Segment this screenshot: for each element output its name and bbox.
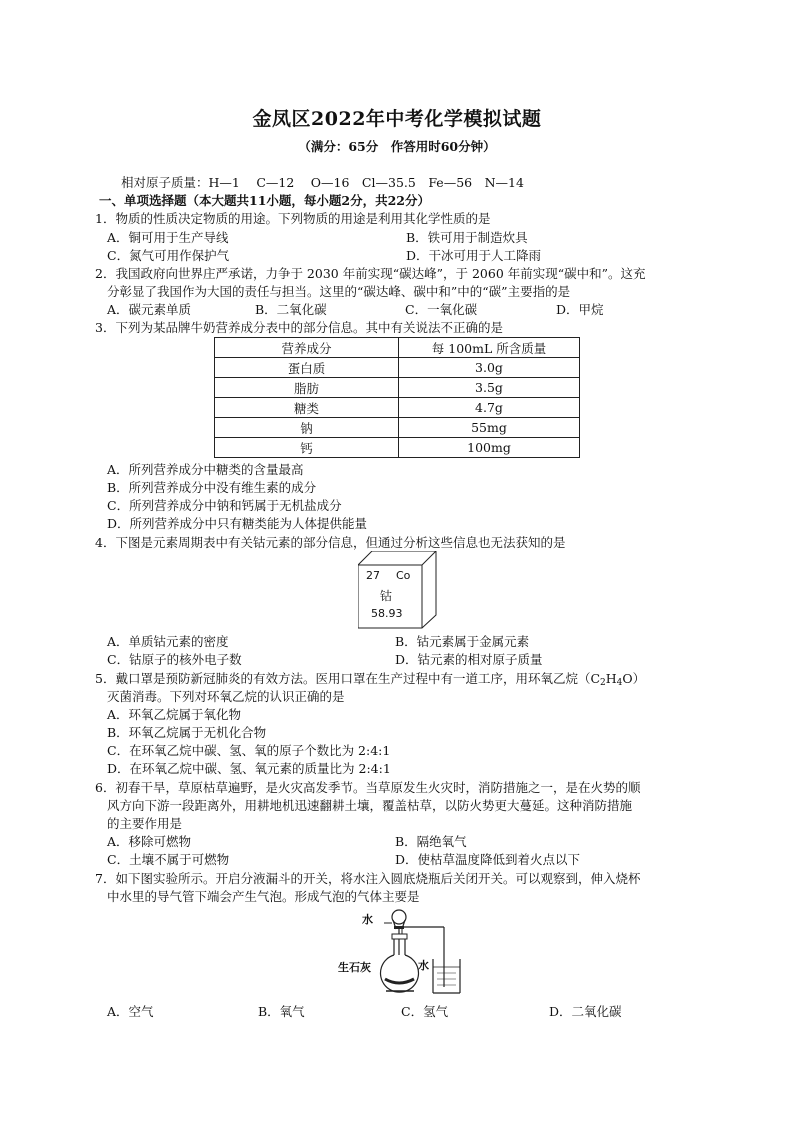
q6-stem-3: 的主要作用是	[107, 816, 183, 831]
table-row	[215, 398, 580, 418]
q6-option-b: B．隔绝氧气	[395, 834, 467, 849]
apparatus-drawing	[338, 907, 474, 999]
table-cell: 55mg	[399, 418, 580, 438]
q6-option-d: D．使枯草温度降低到着火点以下	[395, 852, 581, 867]
q6-option-c: C．土壤不属于可燃物	[107, 852, 230, 867]
q1-stem: 1．物质的性质决定物质的用途。下列物质的用途是利用其化学性质的是	[95, 211, 491, 226]
label-water-funnel: 水	[362, 913, 373, 926]
formula-subscript: 4	[616, 678, 623, 688]
table-header-cell: 营养成分	[215, 338, 399, 358]
q7-option-d: D．二氧化碳	[549, 1004, 622, 1019]
periodic-cell	[358, 551, 438, 629]
table-cell: 3.0g	[399, 358, 580, 378]
q5-stem-2: 灭菌消毒。下列对环氧乙烷的认识正确的是	[107, 689, 345, 704]
q2-option-d: D．甲烷	[556, 302, 604, 317]
q6-option-a: A．移除可燃物	[107, 834, 192, 849]
table-row	[215, 418, 580, 438]
q6-stem-2: 风方向下游一段距离外，用耕地机迅速翻耕土壤，覆盖枯草，以防火势更大蔓延。这种消防措施	[107, 798, 633, 813]
table-cell: 蛋白质	[215, 358, 399, 378]
atomic-number: 27	[366, 569, 380, 582]
table-cell: 钙	[215, 438, 399, 458]
q3-option-a: A．所列营养成分中糖类的含量最高	[107, 462, 304, 477]
atomic-masses: 相对原子质量：H—1 C—12 O—16 Cl—35.5 Fe—56 N—14	[121, 175, 524, 190]
q3-stem: 3．下列为某品牌牛奶营养成分表中的部分信息。其中有关说法不正确的是	[95, 320, 503, 335]
q7-stem-2: 中水里的导气管下端会产生气泡。形成气泡的气体主要是	[107, 889, 420, 904]
q5-option-a: A．环氧乙烷属于氧化物	[107, 707, 242, 722]
label-quicklime: 生石灰	[338, 961, 371, 974]
q4-option-c: C．钴原子的核外电子数	[107, 652, 242, 667]
q2-stem-2: 分彰显了我国作为大国的责任与担当。这里的“碳达峰、碳中和”中的“碳”主要指的是	[107, 284, 571, 299]
q7-option-a: A．空气	[107, 1004, 154, 1019]
table-cell: 100mg	[399, 438, 580, 458]
q7-option-c: C．氢气	[401, 1004, 449, 1019]
q1-option-d: D．干冰可用于人工降雨	[406, 248, 542, 263]
exam-subtitle: （满分：65分 作答用时60分钟）	[298, 139, 496, 154]
label-water-beaker: 水	[418, 959, 429, 972]
q3-option-c: C．所列营养成分中钠和钙属于无机盐成分	[107, 498, 342, 513]
q2-stem-1: 2．我国政府向世界庄严承诺，力争于 2030 年前实现“碳达峰”，于 2060 年前实现“碳中和”。这充	[95, 266, 646, 281]
q5-stem-text: 5．戴口罩是预防新冠肺炎的有效方法。医用口罩在生产过程中有一道工序，用环氧乙烷（C	[95, 671, 601, 686]
q1-option-c: C．氮气可用作保护气	[107, 248, 230, 263]
q1-option-b: B．铁可用于制造炊具	[406, 230, 528, 245]
table-cell: 3.5g	[399, 378, 580, 398]
table-header-cell: 每 100mL 所含质量	[399, 338, 580, 358]
q4-option-a: A．单质钴元素的密度	[107, 634, 229, 649]
q6-stem-1: 6．初春干旱，草原枯草遍野，是火灾高发季节。当草原发生火灾时，消防措施之一，是在火势的顺	[95, 780, 641, 795]
q2-option-b: B．二氧化碳	[255, 302, 327, 317]
q5-option-c: C．在环氧乙烷中碳、氢、氧的原子个数比为 2:4:1	[107, 743, 391, 758]
q3-option-b: B．所列营养成分中没有维生素的成分	[107, 480, 317, 495]
element-name: 钴	[380, 589, 393, 603]
section-heading: 一、单项选择题（本大题共11小题，每小题2分，共22分）	[99, 193, 430, 208]
table-row	[215, 358, 580, 378]
table-cell: 糖类	[215, 398, 399, 418]
experiment-apparatus	[338, 907, 474, 999]
q4-option-d: D．钴元素的相对原子质量	[395, 652, 543, 667]
q5-option-b: B．环氧乙烷属于无机化合物	[107, 725, 267, 740]
table-row	[215, 438, 580, 458]
q4-stem: 4．下图是元素周期表中有关钴元素的部分信息，但通过分析这些信息也无法获知的是	[95, 535, 566, 550]
formula-subscript: 2	[600, 678, 606, 688]
table-cell: 脂肪	[215, 378, 399, 398]
formula-part: O）	[622, 671, 646, 686]
q2-option-c: C．一氧化碳	[405, 302, 478, 317]
q2-option-a: A．碳元素单质	[107, 302, 192, 317]
element-symbol: Co	[396, 569, 411, 582]
exam-title: 金凤区2022年中考化学模拟试题	[252, 108, 542, 130]
q4-option-b: B．钴元素属于金属元素	[395, 634, 530, 649]
nutrition-table	[214, 337, 580, 458]
table-header-row	[215, 338, 580, 358]
table-row	[215, 378, 580, 398]
q7-option-b: B．氧气	[258, 1004, 305, 1019]
atomic-mass: 58.93	[371, 607, 403, 620]
q5-option-d: D．在环氧乙烷中碳、氢、氧元素的质量比为 2:4:1	[107, 761, 391, 776]
q1-option-a: A．铜可用于生产导线	[107, 230, 229, 245]
table-cell: 4.7g	[399, 398, 580, 418]
q7-stem-1: 7．如下图实验所示。开启分液漏斗的开关，将水注入圆底烧瓶后关闭开关。可以观察到，伸入烧杯	[95, 871, 641, 886]
q3-option-d: D．所列营养成分中只有糖类能为人体提供能量	[107, 516, 368, 531]
table-cell: 钠	[215, 418, 399, 438]
formula-part: H	[605, 671, 617, 686]
